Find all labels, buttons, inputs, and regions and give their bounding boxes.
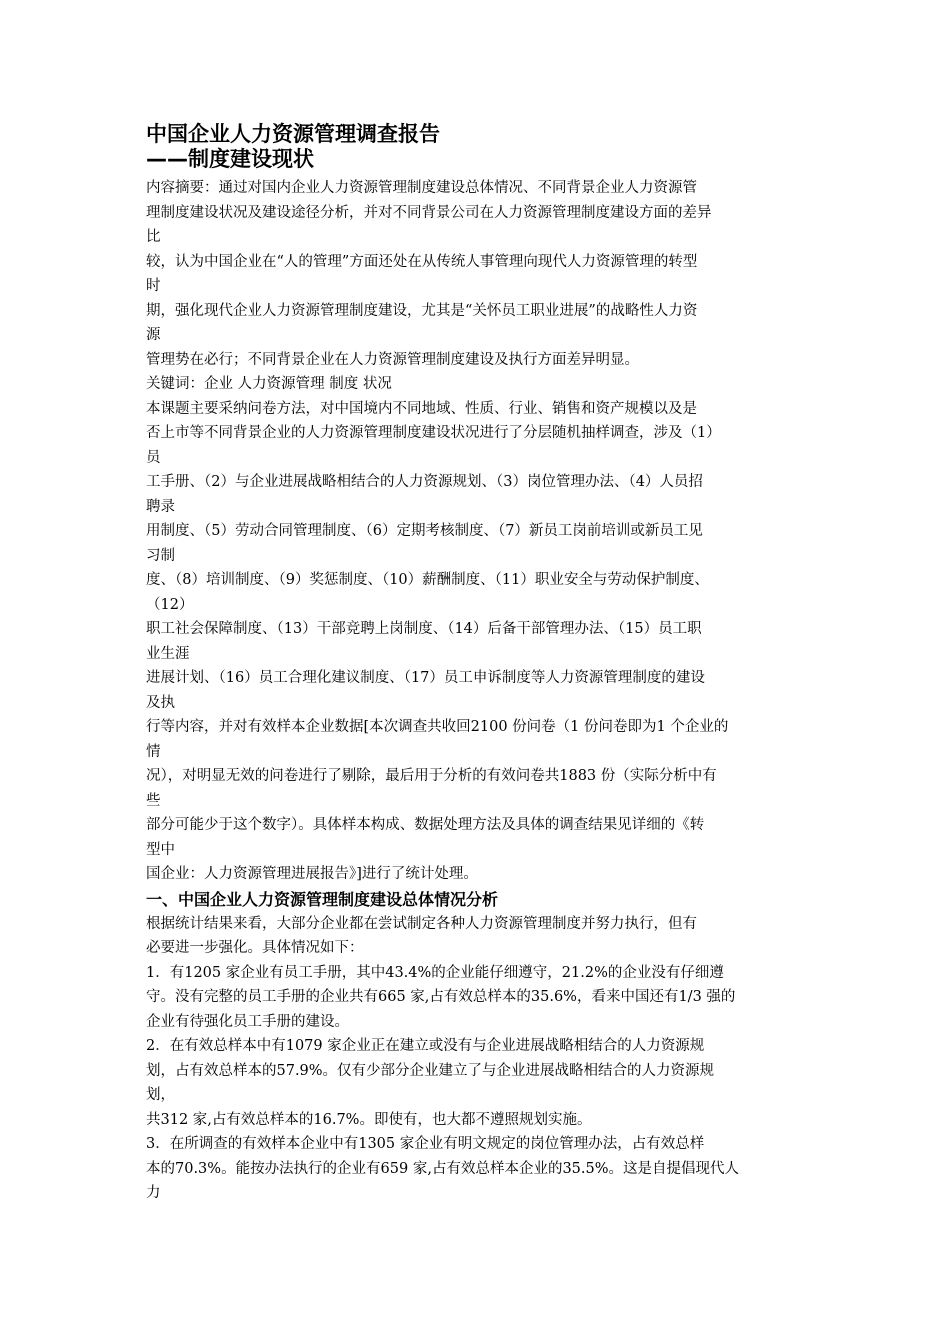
method-line: 及执 (146, 694, 175, 711)
section-line: 3．在所调查的有效样本企业中有1305 家企业有明文规定的岗位管理办法，占有效总样 (146, 1136, 705, 1152)
method-line: 聘录 (146, 498, 175, 515)
abstract-line: 较，认为中国企业在“人的管理”方面还处在从传统人事管理向现代人力资源管理的转型 (146, 253, 698, 270)
method-line: 些 (146, 792, 161, 809)
method-line: 型中 (146, 841, 175, 858)
section-line: 2．在有效总样本中有1079 家企业正在建立或没有与企业进展战略相结合的人力资源规 (146, 1038, 705, 1054)
method-line: 部分可能少于这个数字）。具体样本构成、数据处理方法及具体的调查结果见详细的《转 (146, 817, 705, 833)
section-line: 划，占有效总样本的57.9%。仅有少部分企业建立了与企业进展战略相结合的人力资源规 (146, 1062, 715, 1079)
abstract-line: 时 (146, 278, 161, 294)
section-line: 共312 家,占有效总样本的16.7%。即使有，也大都不遵照规划实施。 (146, 1111, 592, 1128)
method-line: 业生涯 (146, 645, 190, 662)
section-line: 划， (146, 1087, 175, 1103)
method-line: 员 (146, 449, 161, 466)
method-line: 进展计划、（16）员工合理化建议制度、（17）员工申诉制度等人力资源管理制度的建设 (146, 670, 705, 686)
method-line: 国企业：人力资源管理进展报告》]进行了统计处理。 (146, 866, 478, 882)
method-line: 习制 (146, 547, 175, 564)
section-line: 根据统计结果来看，大部分企业都在尝试制定各种人力资源管理制度并努力执行，但有 (146, 915, 697, 932)
method-line: 工手册、（2）与企业进展战略相结合的人力资源规划、（3）岗位管理办法、（4）人员招 (146, 474, 703, 490)
section-body (146, 912, 810, 1206)
method-line: 否上市等不同背景企业的人力资源管理制度建设状况进行了分层随机抽样调查，涉及（1） (146, 425, 721, 441)
section-line: 守。没有完整的员工手册的企业共有665 家,占有效总样本的35.6%，看来中国还有1/3 强的 (146, 989, 736, 1005)
method-line: 本课题主要采纳问卷方法，对中国境内不同地域、性质、行业、销售和资产规模以及是 (146, 400, 697, 417)
abstract-line: 管理势在必行；不同背景企业在人力资源管理制度建设及执行方面差异明显。 (146, 351, 639, 368)
method-line: 职工社会保障制度、（13）干部竞聘上岗制度、（14）后备干部管理办法、（15）员工职 (146, 621, 702, 637)
method-line: 况），对明显无效的问卷进行了剔除，最后用于分析的有效问卷共1883 份（实际分析中有 (146, 768, 717, 784)
section-heading: 一、中国企业人力资源管理制度建设总体情况分析 (146, 889, 499, 909)
abstract-line: 比 (146, 229, 161, 245)
abstract-line: 源 (146, 327, 161, 343)
method-line: 行等内容，并对有效样本企业数据[本次调查共收回2100 份问卷（1 份问卷即为1 个企业的 (146, 719, 729, 735)
method-line: 用制度、（5）劳动合同管理制度、（6）定期考核制度、（7）新员工岗前培训或新员工见 (146, 523, 703, 539)
section-line: 企业有待强化员工手册的建设。 (146, 1013, 349, 1030)
document-page (146, 122, 810, 1206)
section-line: 本的70.3%。能按办法执行的企业有659 家,占有效总样本企业的35.5%。这是自提倡现代人 (146, 1160, 740, 1177)
abstract-line: 期，强化现代企业人力资源管理制度建设，尤其是“关怀员工职业进展”的战略性人力资 (146, 302, 698, 319)
abstract-line: 理制度建设状况及建设途径分析，并对不同背景公司在人力资源管理制度建设方面的差异 (146, 204, 712, 221)
document-title: 中国企业人力资源管理调查报告 (146, 122, 440, 146)
method-paragraph (146, 397, 810, 887)
section-line: 1．有1205 家企业有员工手册，其中43.4%的企业能仔细遵守，21.2%的企业没有仔细遵 (146, 964, 724, 981)
abstract (146, 176, 810, 372)
section-line: 必要进一步强化。具体情况如下： (146, 940, 364, 956)
section-line: 力 (146, 1185, 161, 1201)
document-subtitle: ——制度建设现状 (146, 147, 314, 171)
method-line: 情 (146, 743, 161, 760)
abstract-line: 内容摘要：通过对国内企业人力资源管理制度建设总体情况、不同背景企业人力资源管 (146, 180, 697, 196)
method-line: （12） (146, 596, 194, 613)
keywords: 关键词：企业 人力资源管理 制度 状况 (146, 376, 392, 392)
method-line: 度、（8）培训制度、（9）奖惩制度、（10）薪酬制度、（11）职业安全与劳动保护制度、 (146, 572, 709, 588)
